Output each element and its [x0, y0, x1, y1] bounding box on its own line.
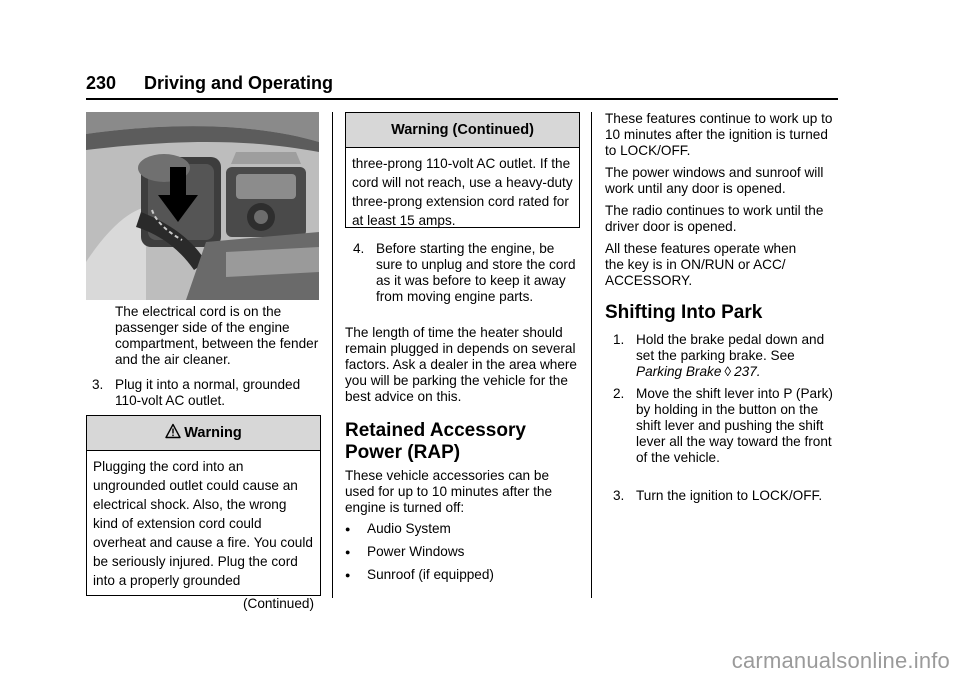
warning-header — [87, 416, 320, 451]
bullet-text: Power Windows — [367, 544, 465, 559]
rap-intro: These vehicle accessories can be used for up to 10 minutes after the engine is turned off: — [345, 468, 553, 515]
step-text: Before starting the engine, be sure to unplug and store the cord as it was before to keep it away from moving engine parts. — [376, 241, 576, 304]
bullet-text: Sunroof (if equipped) — [367, 567, 494, 582]
bullet-text: Audio System — [367, 521, 451, 536]
warning-body — [87, 451, 320, 613]
step-number: 3. — [92, 377, 104, 392]
header-rule — [86, 98, 838, 100]
park-step-3 — [613, 488, 841, 504]
rap-paragraph-4: All these features operate when the key is in ON/RUN or ACC/ ACCESSORY. — [605, 241, 797, 288]
continued-label: (Continued) — [242, 596, 314, 611]
warning-triangle-icon — [165, 423, 181, 439]
engine-illustration — [86, 112, 319, 300]
step-4 — [353, 241, 581, 305]
step-number: 4. — [353, 241, 365, 256]
section-title: Driving and Operating — [144, 73, 334, 93]
step-text: Plug it into a normal, grounded 110-volt AC outlet. — [115, 377, 301, 408]
bullet-icon: ● — [345, 524, 351, 534]
photo-caption: The electrical cord is on the passenger side of the engine compartment, between the fender and the air cleaner. — [115, 304, 319, 367]
column-divider-right — [591, 112, 592, 598]
step-text: Hold the brake pedal down and set the parking brake. See Parking Brake ◊ 237. — [636, 332, 825, 379]
rap-paragraph-1: These features continue to work up to 10 minutes after the ignition is turned to LOCK/OFF. — [605, 111, 833, 158]
step-text: Turn the ignition to LOCK/OFF. — [636, 488, 823, 503]
column-divider-left — [332, 112, 333, 598]
rap-paragraph-2: The power windows and sunroof will work until any door is opened. — [605, 165, 824, 196]
step-1-text: Hold the brake pedal down and set the parking brake. See — [636, 332, 825, 363]
rap-paragraph-3: The radio continues to work until the driver door is opened. — [605, 203, 824, 234]
bullet-icon: ● — [345, 547, 351, 557]
step-number: 1. — [613, 332, 625, 347]
page-number: 230 — [86, 73, 117, 93]
step-text: Move the shift lever into P (Park) by holding in the button on the shift lever and pushing the shift lever all the way toward the front of the vehicle. — [636, 386, 833, 465]
watermark: carmanualsonline.info — [731, 648, 950, 673]
engine-compartment-photo — [86, 112, 319, 300]
bullet-icon: ● — [345, 570, 351, 580]
park-step-1 — [613, 332, 841, 380]
page-reference-icon: ◊ — [724, 364, 732, 379]
rap-heading: Retained Accessory Power (RAP) — [345, 420, 526, 463]
warning-continued-box — [345, 112, 580, 228]
park-step-2 — [613, 386, 841, 466]
heater-paragraph: The length of time the heater should remain plugged in depends on several factors. Ask a dealer in the area where you will be parking the vehicle for the best advice on this. — [345, 325, 577, 404]
step-number: 3. — [613, 488, 625, 503]
park-heading: Shifting Into Park — [605, 302, 763, 323]
parking-brake-page[interactable]: 237 — [734, 364, 757, 379]
warning-title: Warning — [184, 425, 242, 441]
page-header — [86, 72, 838, 98]
parking-brake-reference[interactable]: Parking Brake — [636, 364, 722, 379]
step-number: 2. — [613, 386, 625, 401]
warning-continued-text: three-prong 110-volt AC outlet. If the cord will not reach, use a heavy-duty three-prong extension cord rated for at least 15 amps. — [352, 156, 573, 228]
warning-continued-header: Warning (Continued) — [346, 113, 579, 148]
step-3 — [92, 377, 322, 409]
warning-text: Plugging the cord into an ungrounded outlet could cause an electrical shock. Also, the wrong kind of extension cord could overheat and cause a fire. You could be seriously injured. Plug the cord into a properly grounded — [93, 459, 313, 588]
warning-box — [86, 415, 321, 611]
